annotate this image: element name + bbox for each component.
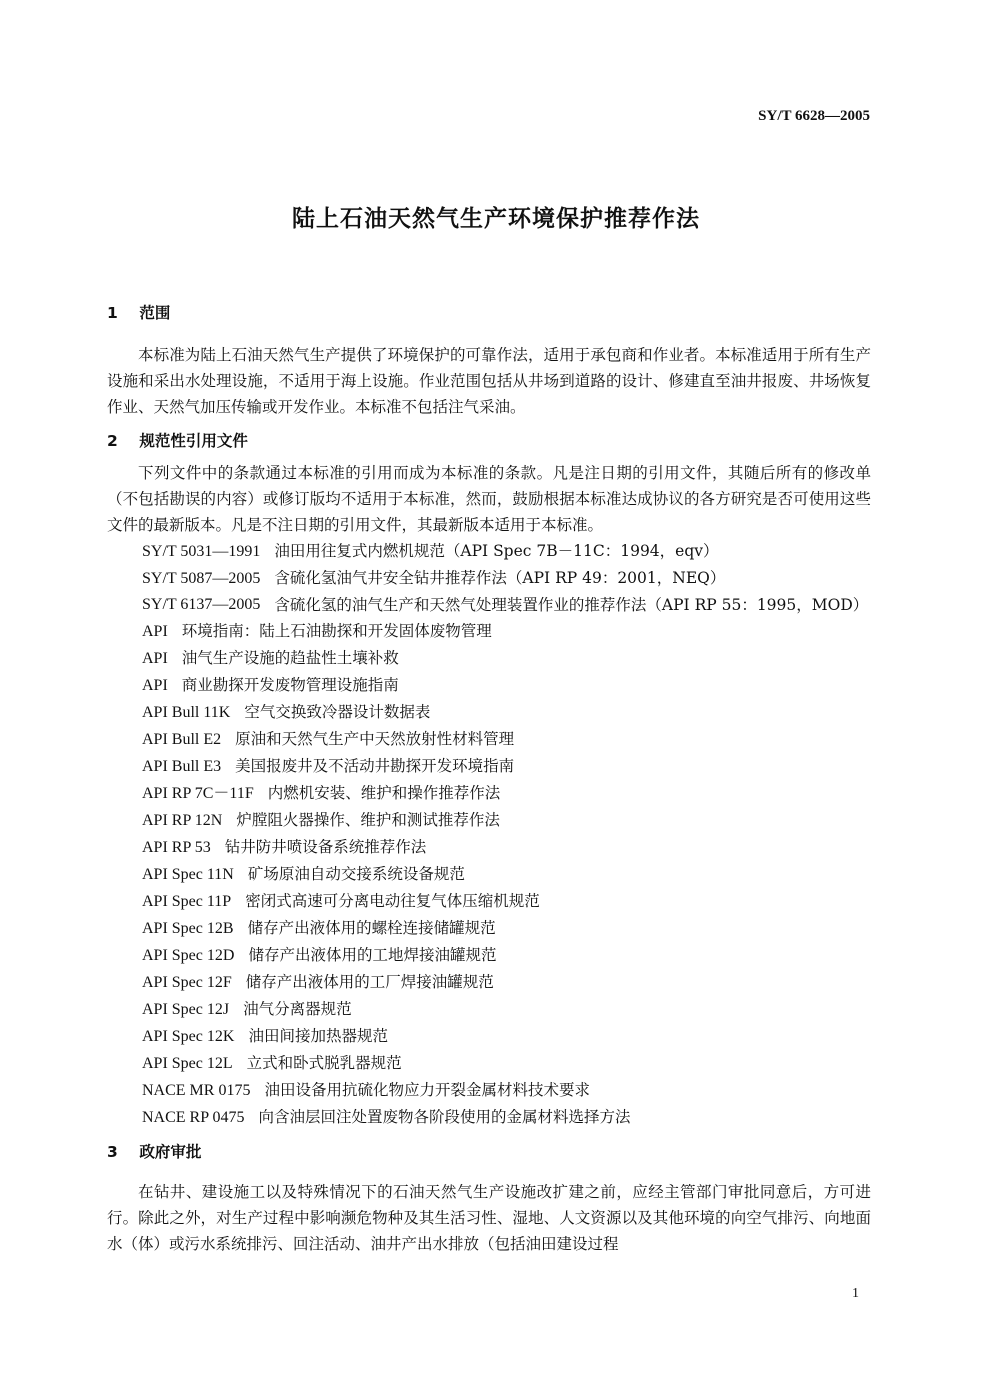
paragraph: 下列文件中的条款通过本标准的引用而成为本标准的条款。凡是注日期的引用文件，其随后所有的修改单（不包括勘误的内容）或修订版均不适用于本标准，然而，鼓励根据本标准达成协议的各方研究是否可使用这些文件的最新版本。凡是不注日期的引用文件，其最新版本适用于本标准。 bbox=[107, 464, 871, 534]
reference-code: API RP 7C－11F bbox=[142, 785, 254, 802]
reference-item bbox=[107, 1050, 871, 1077]
reference-item bbox=[107, 969, 871, 996]
reference-item bbox=[107, 888, 871, 915]
reference-code: API Spec 12B bbox=[142, 920, 234, 937]
reference-code: SY/T 5087—2005 bbox=[142, 570, 261, 587]
reference-title: 环境指南：陆上石油勘探和开发固体废物管理 bbox=[181, 622, 492, 640]
section-title: 政府审批 bbox=[139, 1143, 202, 1161]
reference-title: 油气生产设施的趋盐性土壤补救 bbox=[181, 649, 399, 667]
reference-title: 储存产出液体用的螺栓连接储罐规范 bbox=[247, 919, 496, 937]
reference-code: API Bull 11K bbox=[142, 704, 231, 721]
reference-title: 内燃机安装、维护和操作推荐作法 bbox=[267, 784, 501, 802]
reference-title: 美国报废井及不活动井勘探开发环境指南 bbox=[235, 757, 515, 775]
reference-code: NACE MR 0175 bbox=[142, 1082, 251, 1099]
reference-item bbox=[107, 726, 871, 753]
reference-code: API Spec 11N bbox=[142, 866, 234, 883]
reference-title: 储存产出液体用的工厂焊接油罐规范 bbox=[245, 973, 494, 991]
reference-item bbox=[107, 915, 871, 942]
reference-code: SY/T 6137—2005 bbox=[142, 596, 261, 613]
reference-item bbox=[107, 1104, 871, 1131]
reference-item bbox=[107, 1023, 871, 1050]
reference-code: API Spec 12L bbox=[142, 1055, 233, 1072]
section-title: 范围 bbox=[139, 304, 171, 322]
reference-item bbox=[107, 780, 871, 807]
reference-title: 油田间接加热器规范 bbox=[248, 1027, 388, 1045]
section-heading bbox=[107, 1139, 871, 1165]
reference-item bbox=[107, 861, 871, 888]
document-body bbox=[107, 300, 871, 1257]
section-number: 2 bbox=[107, 432, 118, 450]
reference-code: API Spec 12D bbox=[142, 947, 235, 964]
reference-code: API Bull E3 bbox=[142, 758, 222, 775]
reference-item bbox=[107, 807, 871, 834]
reference-code: NACE RP 0475 bbox=[142, 1109, 245, 1126]
reference-code: API Spec 12J bbox=[142, 1001, 230, 1018]
document-title: 陆上石油天然气生产环境保护推荐作法 bbox=[292, 206, 700, 232]
reference-title: 炉膛阻火器操作、维护和测试推荐作法 bbox=[236, 811, 500, 829]
reference-code: API Spec 12K bbox=[142, 1028, 235, 1045]
reference-list bbox=[107, 538, 871, 1131]
standard-code: SY/T 6628—2005 bbox=[758, 108, 870, 124]
reference-item bbox=[107, 645, 871, 672]
reference-item bbox=[107, 753, 871, 780]
reference-title: 油田用往复式内燃机规范（API Spec 7B－11C：1994，eqv） bbox=[274, 542, 719, 560]
reference-title: 油气分离器规范 bbox=[243, 1000, 352, 1018]
section-title: 规范性引用文件 bbox=[139, 432, 248, 450]
reference-code: API Spec 11P bbox=[142, 893, 232, 910]
reference-title: 矿场原油自动交接系统设备规范 bbox=[247, 865, 465, 883]
reference-item bbox=[107, 942, 871, 969]
reference-code: API Bull E2 bbox=[142, 731, 222, 748]
reference-code: API bbox=[142, 677, 168, 694]
section-heading bbox=[107, 300, 871, 326]
reference-title: 向含油层回注处置废物各阶段使用的金属材料选择方法 bbox=[258, 1108, 631, 1126]
reference-title: 空气交换致冷器设计数据表 bbox=[244, 703, 431, 721]
reference-item bbox=[107, 538, 871, 565]
section-number: 1 bbox=[107, 304, 118, 322]
reference-item bbox=[107, 672, 871, 699]
paragraph: 本标准为陆上石油天然气生产提供了环境保护的可靠作法，适用于承包商和作业者。本标准适用于所有生产设施和采出水处理设施，不适用于海上设施。作业范围包括从井场到道路的设计、修建直至油井报废、井场恢复作业、天然气加压传输或开发作业。本标准不包括注气采油。 bbox=[107, 346, 871, 416]
reference-code: API bbox=[142, 650, 168, 667]
reference-code: API RP 53 bbox=[142, 839, 211, 856]
reference-title: 储存产出液体用的工地焊接油罐规范 bbox=[248, 946, 497, 964]
reference-item bbox=[107, 592, 871, 618]
reference-item bbox=[107, 1077, 871, 1104]
reference-code: API bbox=[142, 623, 168, 640]
reference-title: 商业勘探开发废物管理设施指南 bbox=[181, 676, 399, 694]
paragraph: 在钻井、建设施工以及特殊情况下的石油天然气生产设施改扩建之前，应经主管部门审批同意后，方可进行。除此之外，对生产过程中影响濒危物种及其生活习性、湿地、人文资源以及其他环境的向空气排污、向地面水（体）或污水系统排污、回注活动、油井产出水排放（包括油田建设过程 bbox=[107, 1183, 871, 1253]
reference-title: 油田设备用抗硫化物应力开裂金属材料技术要求 bbox=[264, 1081, 590, 1099]
reference-item bbox=[107, 618, 871, 645]
section-heading bbox=[107, 428, 871, 454]
reference-title: 含硫化氢油气井安全钻井推荐作法（API RP 49：2001，NEQ） bbox=[274, 569, 726, 587]
page-number: 1 bbox=[852, 1286, 859, 1301]
reference-title: 立式和卧式脱乳器规范 bbox=[246, 1054, 402, 1072]
reference-code: API RP 12N bbox=[142, 812, 223, 829]
reference-title: 钻井防井喷设备系统推荐作法 bbox=[224, 838, 427, 856]
reference-item bbox=[107, 834, 871, 861]
reference-code: SY/T 5031—1991 bbox=[142, 543, 261, 560]
reference-title: 含硫化氢的油气生产和天然气处理装置作业的推荐作法（API RP 55：1995，MOD） bbox=[274, 596, 869, 614]
reference-title: 原油和天然气生产中天然放射性材料管理 bbox=[235, 730, 515, 748]
reference-item bbox=[107, 996, 871, 1023]
reference-title: 密闭式高速可分离电动往复气体压缩机规范 bbox=[245, 892, 540, 910]
reference-item bbox=[107, 565, 871, 592]
section-number: 3 bbox=[107, 1143, 118, 1161]
reference-item bbox=[107, 699, 871, 726]
reference-code: API Spec 12F bbox=[142, 974, 232, 991]
